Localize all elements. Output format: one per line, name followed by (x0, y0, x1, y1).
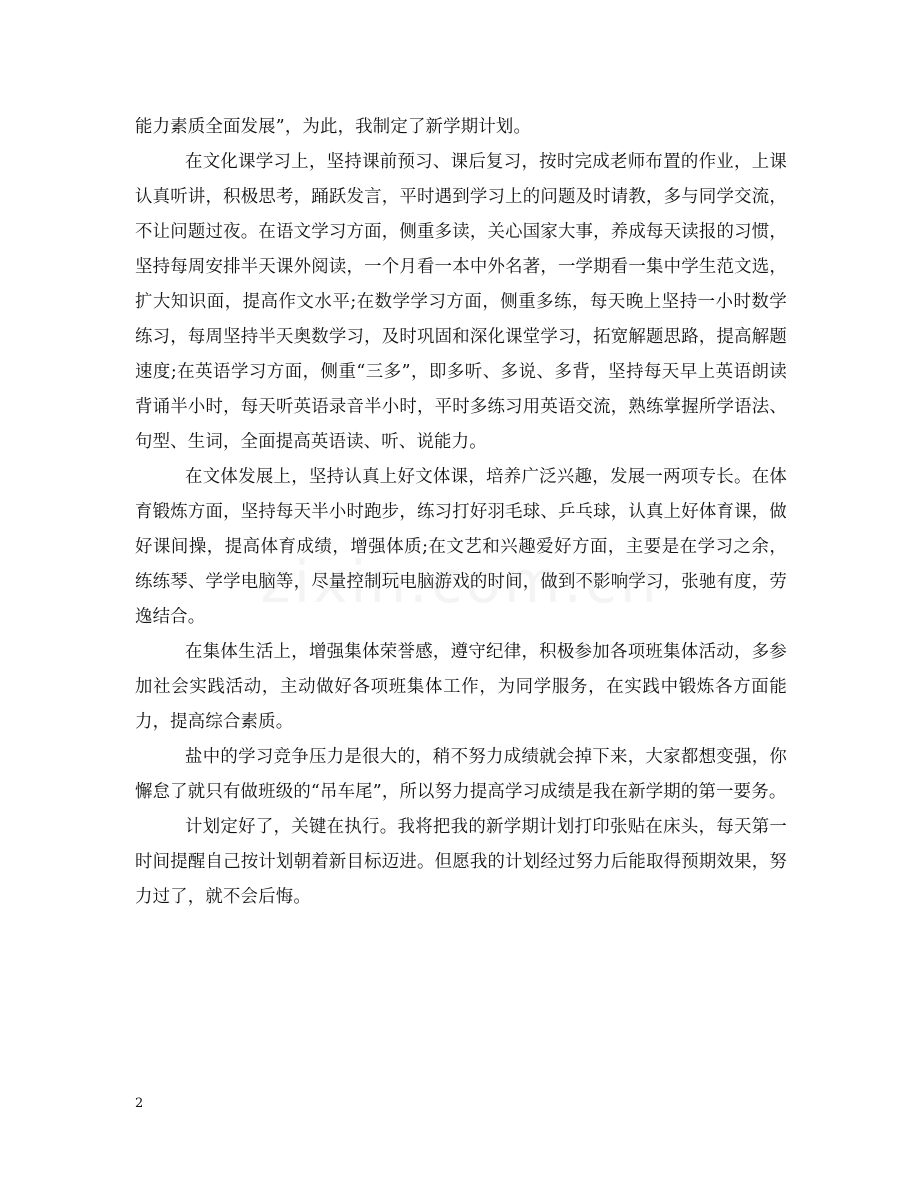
paragraph-collective-life: 在集体生活上，增强集体荣誉感，遵守纪律，积极参加各项班集体活动，多参加社会实践活动，主动做好各项班集体工作，为同学服务，在实践中锻炼各方面能力，提高综合素质。 (135, 642, 787, 732)
paragraph-competition: 盐中的学习竞争压力是很大的，稍不努力成绩就会掉下来，大家都想变强，你懈怠了就只有做班级的“吊车尾”，所以努力提高学习成绩是我在新学期的第一要务。 (135, 747, 787, 802)
paragraph-execution: 计划定好了，关键在执行。我将把我的新学期计划打印张贴在床头，每天第一时间提醒自己按计划朝着新目标迈进。但愿我的计划经过努力后能取得预期效果，努力过了，就不会后悔。 (135, 817, 787, 907)
document-body (135, 110, 787, 915)
paragraph-academic-study: 在文化课学习上，坚持课前预习、课后复习，按时完成老师布置的作业，上课认真听讲，积极思考，踊跃发言，平时遇到学习上的问题及时请教，多与同学交流，不让问题过夜。在语文学习方面，侧重多读，关心国家大事，养成每天读报的习惯，坚持每周安排半天课外阅读，一个月看一本中外名著，一学期看一集中学生范文选，扩大知识面，提高作文水平;在数学学习方面，侧重多练，每天晚上坚持一小时数学练习，每周坚持半天奥数学习，及时巩固和深化课堂学习，拓宽解题思路，提高解题速度;在英语学习方面，侧重“三多”，即多听、多说、多背，坚持每天早上英语朗读背诵半小时，每天听英语录音半小时，平时多练习用英语交流，熟练掌握所学语法、句型、生词，全面提高英语读、听、说能力。 (135, 152, 787, 452)
paragraph-sports-arts: 在文体发展上，坚持认真上好文体课，培养广泛兴趣，发展一两项专长。在体育锻炼方面，坚持每天半小时跑步，练习打好羽毛球、乒乓球，认真上好体育课，做好课间操，提高体育成绩，增强体质;在文艺和兴趣爱好方面，主要是在学习之余，练练琴、学学电脑等，尽量控制玩电脑游戏的时间，做到不影响学习，张驰有度，劳逸结合。 (135, 467, 787, 627)
page-number: 2 (135, 1096, 144, 1111)
paragraph-continuation: 能力素质全面发展”，为此，我制定了新学期计划。 (135, 117, 532, 137)
